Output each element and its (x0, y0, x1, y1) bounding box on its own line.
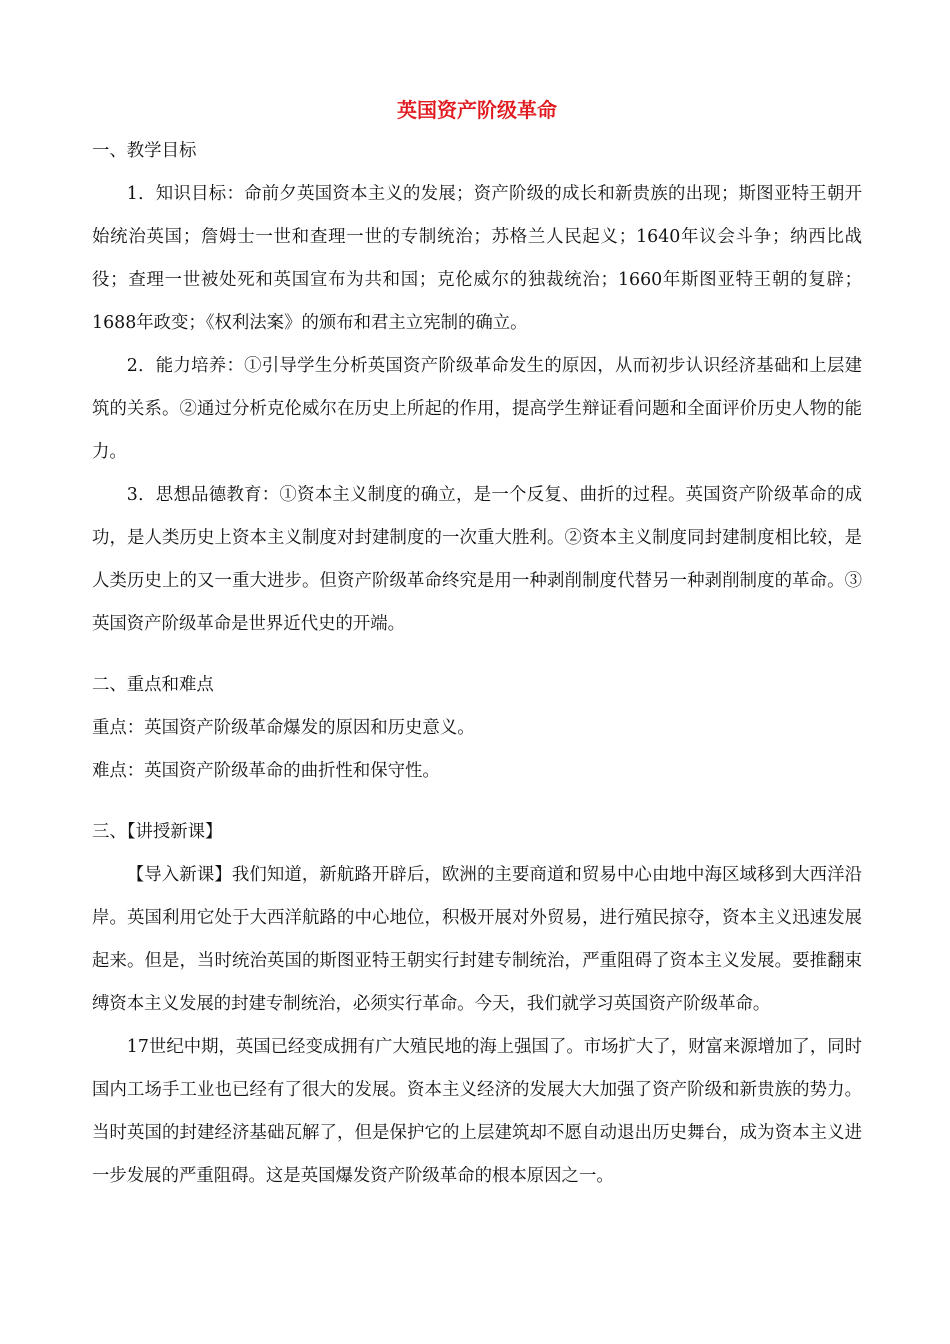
paragraph-knowledge-goals: 1．知识目标：命前夕英国资本主义的发展；资产阶级的成长和新贵族的出现；斯图亚特王朝开始统治英国；詹姆士一世和查理一世的专制统治；苏格兰人民起义；1640年议会斗争；纳西比战役；查理一世被处死和英国宣布为共和国；克伦威尔的独裁统治；1660年斯图亚特王朝的复辟；1688年政变；《权利法案》的颁布和君主立宪制的确立。 (92, 184, 862, 333)
paragraph-lesson-intro: 【导入新课】我们知道，新航路开辟后，欧洲的主要商道和贸易中心由地中海区域移到大西洋沿岸。英国利用它处于大西洋航路的中心地位，积极开展对外贸易，进行殖民掠夺，资本主义迅速发展起来。但是，当时统治英国的斯图亚特王朝实行封建专制统治，严重阻碍了资本主义发展。要推翻束缚资本主义发展的封建专制统治，必须实行革命。今天，我们就学习英国资产阶级革命。 (92, 865, 862, 1014)
document-title: 英国资产阶级革命 (397, 98, 557, 122)
section-heading-key-points: 二、重点和难点 (92, 675, 214, 695)
section-spacer (92, 793, 862, 811)
section-spacer (92, 646, 862, 664)
paragraph-moral-education: 3．思想品德教育：①资本主义制度的确立，是一个反复、曲折的过程。英国资产阶级革命的成功，是人类历史上资本主义制度对封建制度的一次重大胜利。②资本主义制度同封建制度相比较，是人类历史上的又一重大进步。但资产阶级革命终究是用一种剥削制度代替另一种剥削制度的革命。③英国资产阶级革命是世界近代史的开端。 (92, 485, 862, 634)
document-page (92, 96, 862, 1198)
difficulty-line: 难点：英国资产阶级革命的曲折性和保守性。 (92, 761, 440, 781)
paragraph-ability-training: 2．能力培养：①引导学生分析英国资产阶级革命发生的原因，从而初步认识经济基础和上层建筑的关系。②通过分析克伦威尔在历史上所起的作用，提高学生辩证看问题和全面评价历史人物的能力。 (92, 356, 862, 462)
key-point-line: 重点：英国资产阶级革命爆发的原因和历史意义。 (92, 718, 475, 738)
section-heading-teaching-goals: 一、教学目标 (92, 141, 197, 161)
paragraph-17th-century: 17世纪中期，英国已经变成拥有广大殖民地的海上强国了。市场扩大了，财富来源增加了，同时国内工场手工业也已经有了很大的发展。资本主义经济的发展大大加强了资产阶级和新贵族的势力。当时英国的封建经济基础瓦解了，但是保护它的上层建筑却不愿自动退出历史舞台，成为资本主义进一步发展的严重阻碍。这是英国爆发资产阶级革命的根本原因之一。 (92, 1037, 862, 1186)
section-heading-new-lesson: 三、【讲授新课】 (92, 822, 223, 842)
